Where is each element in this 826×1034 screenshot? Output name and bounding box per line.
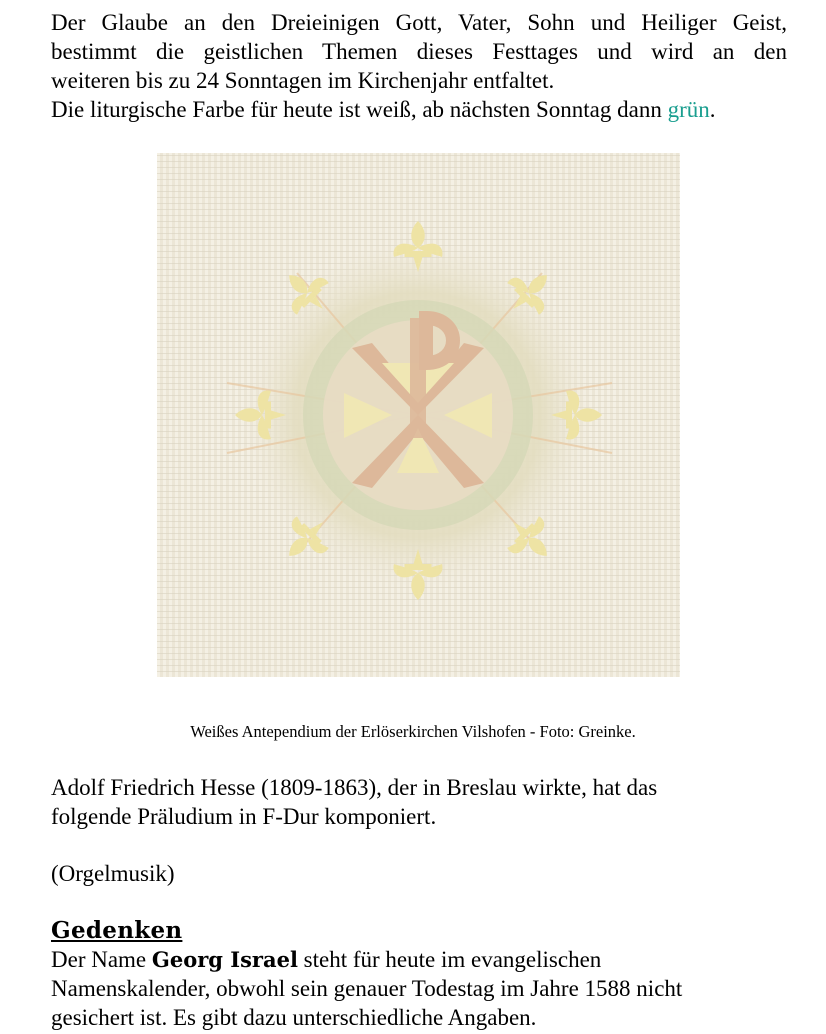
antependium-photo [157,153,680,677]
paragraph-hesse-line-1: Adolf Friedrich Hesse (1809-1863), der in Breslau wirkte, hat das [51,775,658,800]
paragraph-hesse [51,773,791,831]
antependium-illustration [157,153,680,677]
intro-paragraph [51,8,787,124]
intro-line-1: Der Glaube an den Dreieinigen Gott, Vater, Sohn und Heiliger Geist, [51,10,787,35]
bold-name: Georg Israel [151,947,298,972]
paragraph-georg-prefix: Der Name [51,947,152,972]
intro-line-4 [51,95,787,124]
paragraph-orgelmusik: (Orgelmusik) [51,861,175,886]
intro-line-4-prefix: Die liturgische Farbe für heute ist weiß, ab nächsten Sonntag dann [51,97,668,122]
paragraph-georg-line-2: Namenskalender, obwohl sein genauer Todestag im Jahre 1588 nicht [51,976,683,1001]
intro-line-4-suffix: . [709,97,716,122]
green-word: grün [667,97,710,122]
intro-line-3: weiteren bis zu 24 Sonntagen im Kirchenjahr entfaltet. [51,68,555,93]
paragraph-georg-suffix: steht für heute im evangelischen [297,947,602,972]
intro-line-2: bestimmt die geistlichen Themen dieses Festtages und wird an den [51,39,787,64]
section-heading-gedenken: Gedenken [51,917,183,944]
paragraph-georg-line-3: gesichert ist. Es gibt dazu unterschiedliche Angaben. [51,1005,537,1030]
paragraph-georg-israel [51,945,791,1032]
photo-caption: Weißes Antependium der Erlöserkirchen Vilshofen - Foto: Greinke. [190,722,636,741]
paragraph-hesse-line-2: folgende Präludium in F-Dur komponiert. [51,804,437,829]
